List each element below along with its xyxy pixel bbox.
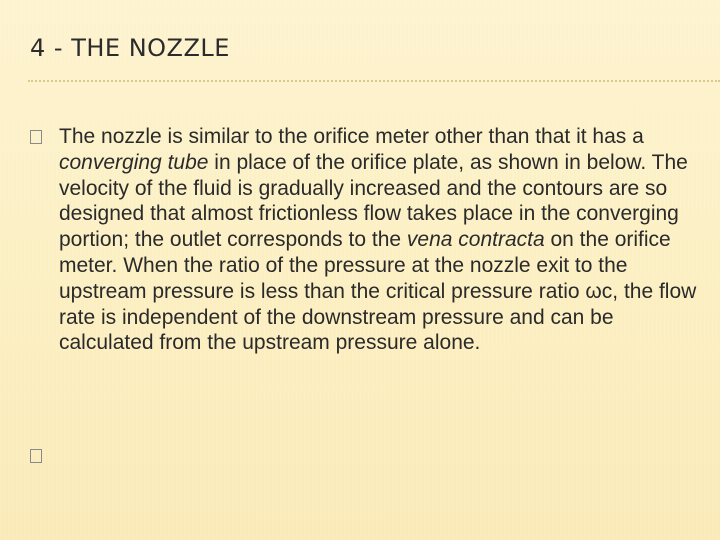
bullet-paragraph	[59, 124, 709, 356]
empty-box-bullet-icon	[30, 130, 42, 144]
text-segment-italic: converging tube	[59, 150, 209, 174]
text-segment: in place of the orifice plate, as shown in below. The velocity of the fluid is gradually increased and the contours are so designed that almost frictionless flow takes place in the converging portion; the outlet corresponds to the	[59, 150, 688, 252]
text-segment: The nozzle is similar to the orifice meter other than that it has a	[59, 125, 644, 148]
text-segment: on the orifice meter. When the ratio of the pressure at the nozzle exit to the upstream pressure is less than the critical pressure ratio ωc, the flow rate is independent of the downstream pressure and can be calculated from the upstream pressure alone.	[59, 228, 697, 355]
slide-title: 4 - THE NOZZLE	[30, 34, 230, 62]
empty-box-bullet-icon	[30, 449, 42, 463]
title-divider	[28, 80, 720, 82]
text-segment-italic: vena contracta	[406, 228, 545, 252]
